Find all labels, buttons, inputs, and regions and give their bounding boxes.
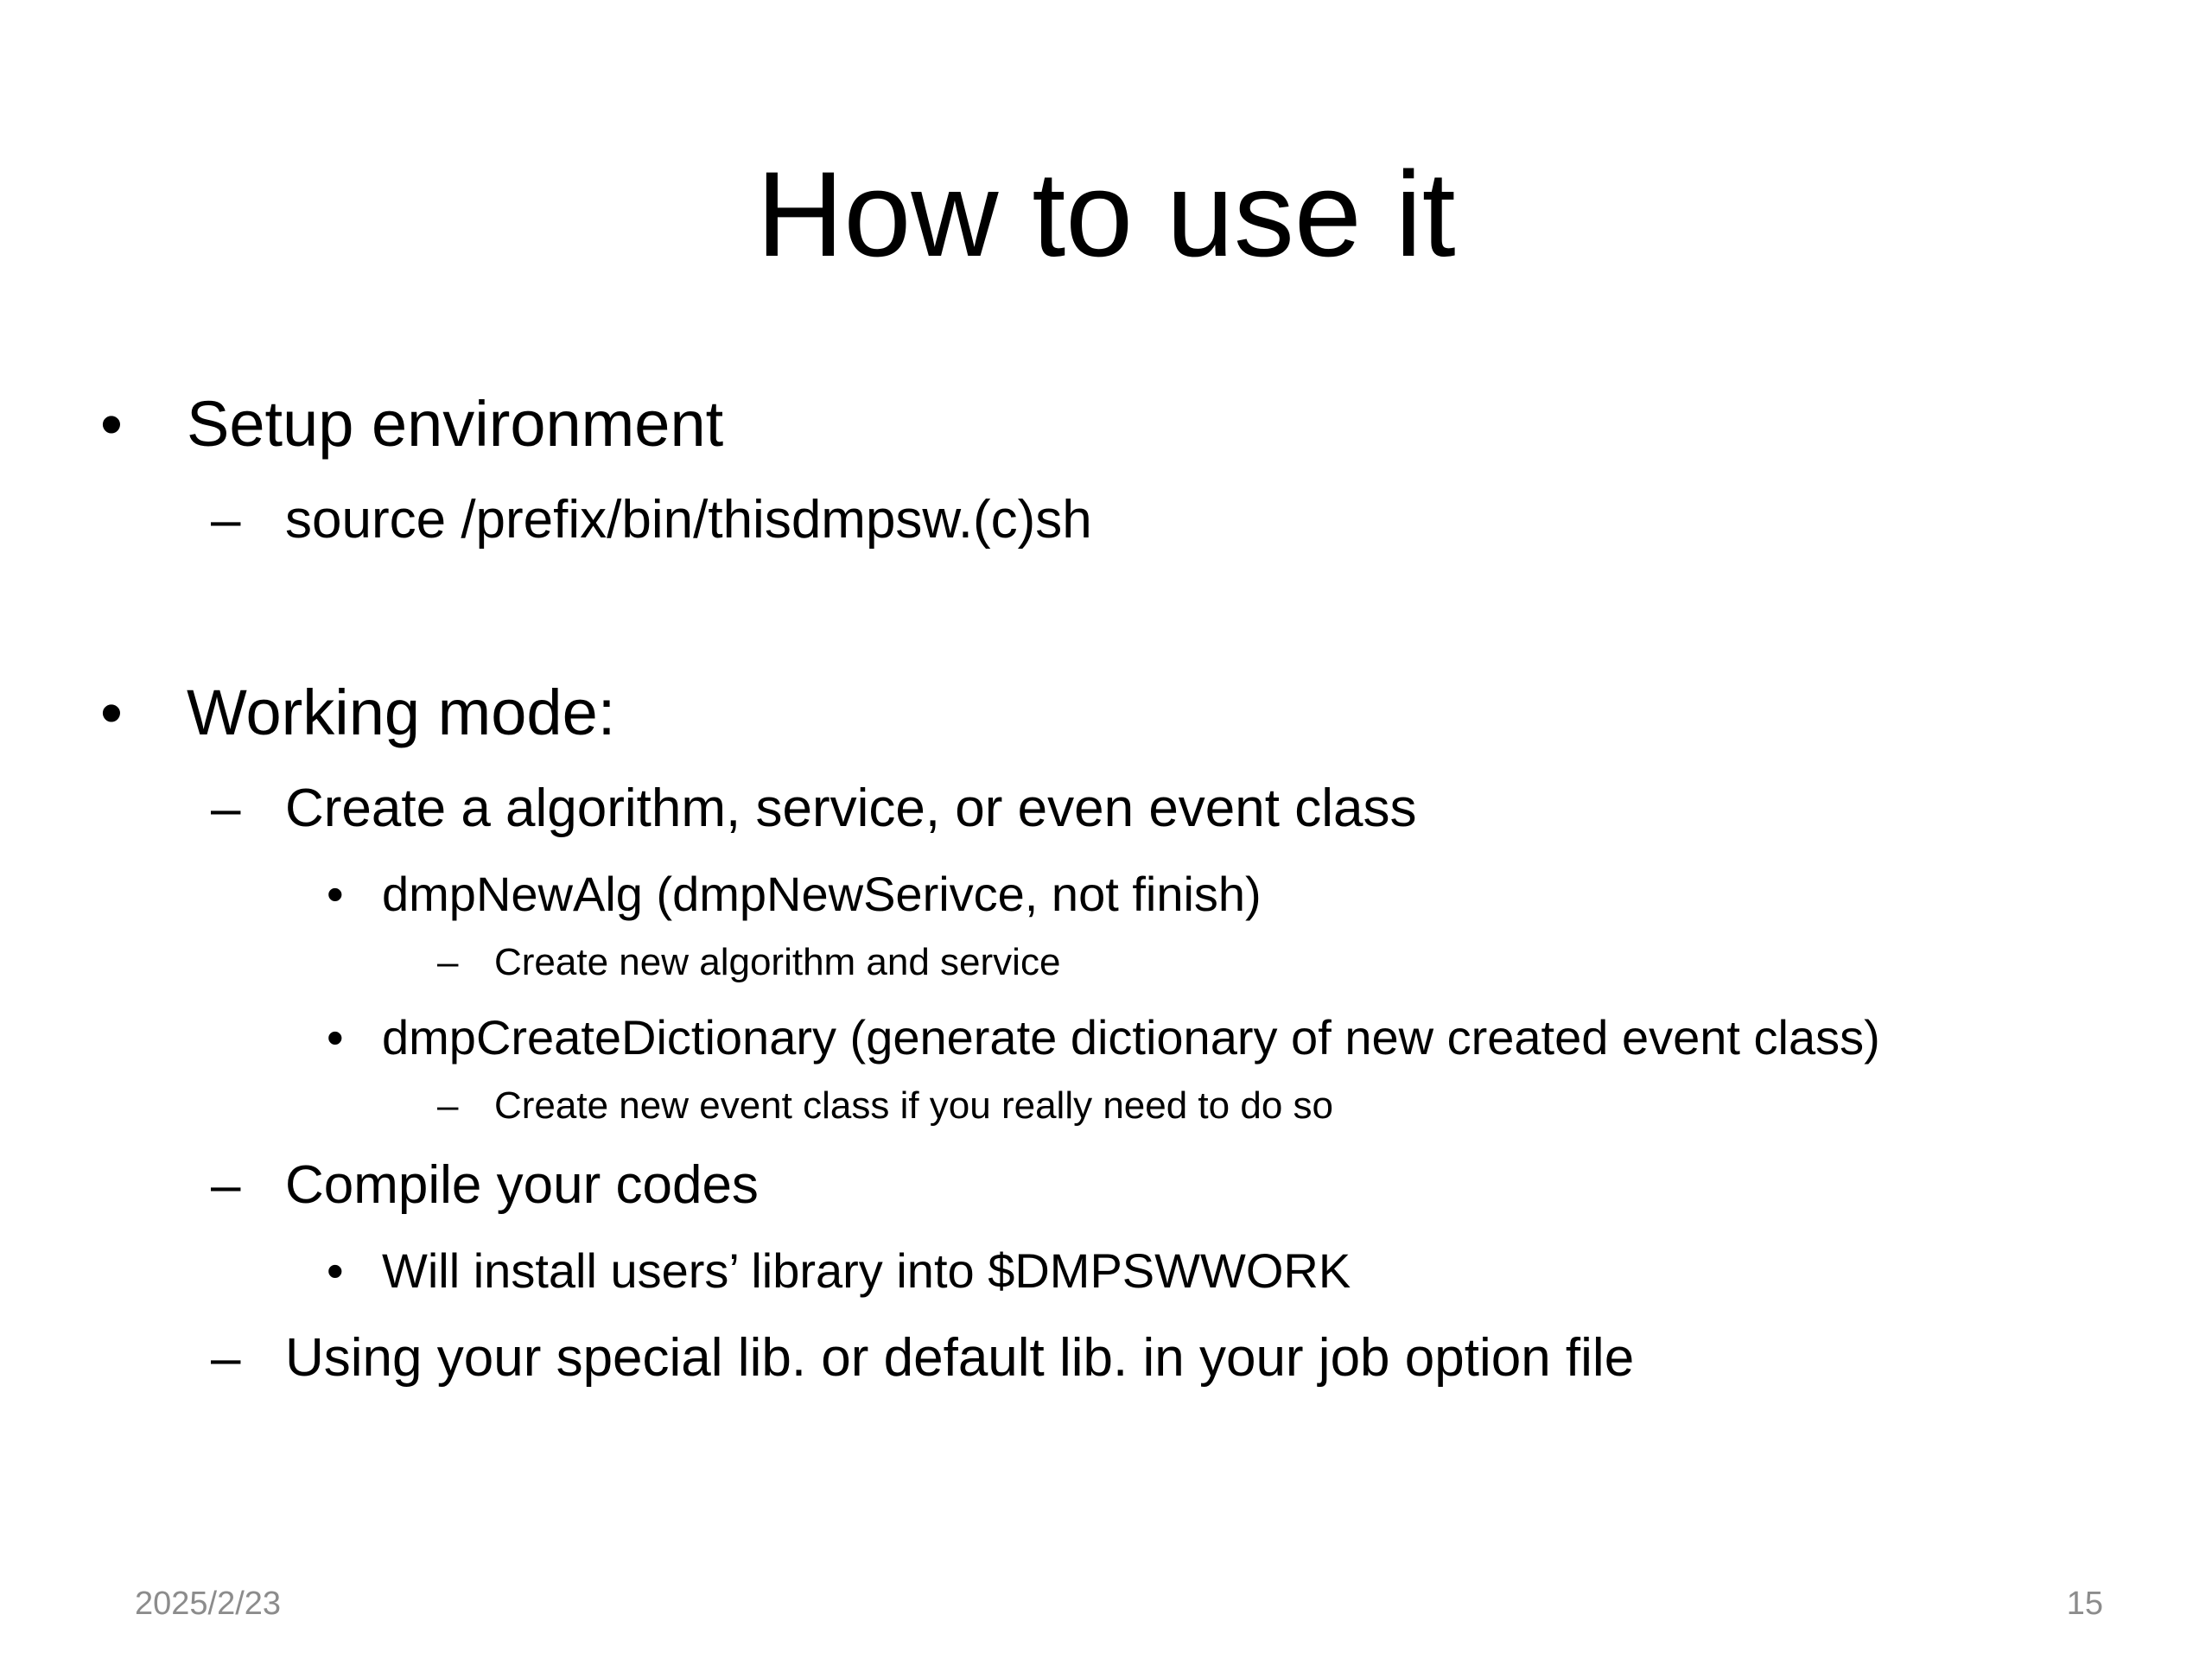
dash-icon: – [211,1328,241,1388]
dash-icon: – [437,1084,459,1127]
footer-date: 2025/2/23 [135,1586,282,1622]
dash-icon: – [211,779,241,838]
sub-bullet-create-algorithm: Create a algorithm, service, or even event class [285,779,1417,838]
bullet-icon: • [100,677,123,748]
bullet-icon: • [327,1010,344,1065]
bullet-setup-environment: Setup environment [187,388,724,460]
bullet-icon: • [327,867,344,921]
dash-icon: – [211,1155,241,1215]
footer-page-number: 15 [2066,1586,2103,1622]
dash-icon: – [437,941,459,983]
sub-bullet-compile: Compile your codes [285,1155,759,1215]
bullet-icon: • [327,1243,344,1298]
bullet-working-mode: Working mode: [187,677,616,748]
bullet-icon: • [100,388,123,460]
sub-bullet-using-lib: Using your special lib. or default lib. in your job option file [285,1328,1635,1388]
sub-sub-bullet-dmpcreatedictionary: dmpCreateDictionary (generate dictionary of new created event class) [382,1010,1880,1065]
slide-title: How to use it [756,146,1456,282]
sub-sub-bullet-install-library: Will install users’ library into $DMPSWWORK [382,1243,1351,1298]
level4-create-new-event-class: Create new event class if you really need to do so [494,1084,1333,1127]
sub-bullet-source: source /prefix/bin/thisdmpsw.(c)sh [285,490,1092,550]
sub-sub-bullet-dmpnewalg: dmpNewAlg (dmpNewSerivce, not finish) [382,867,1262,921]
dash-icon: – [211,490,241,550]
level4-create-new-algorithm: Create new algorithm and service [494,941,1061,983]
